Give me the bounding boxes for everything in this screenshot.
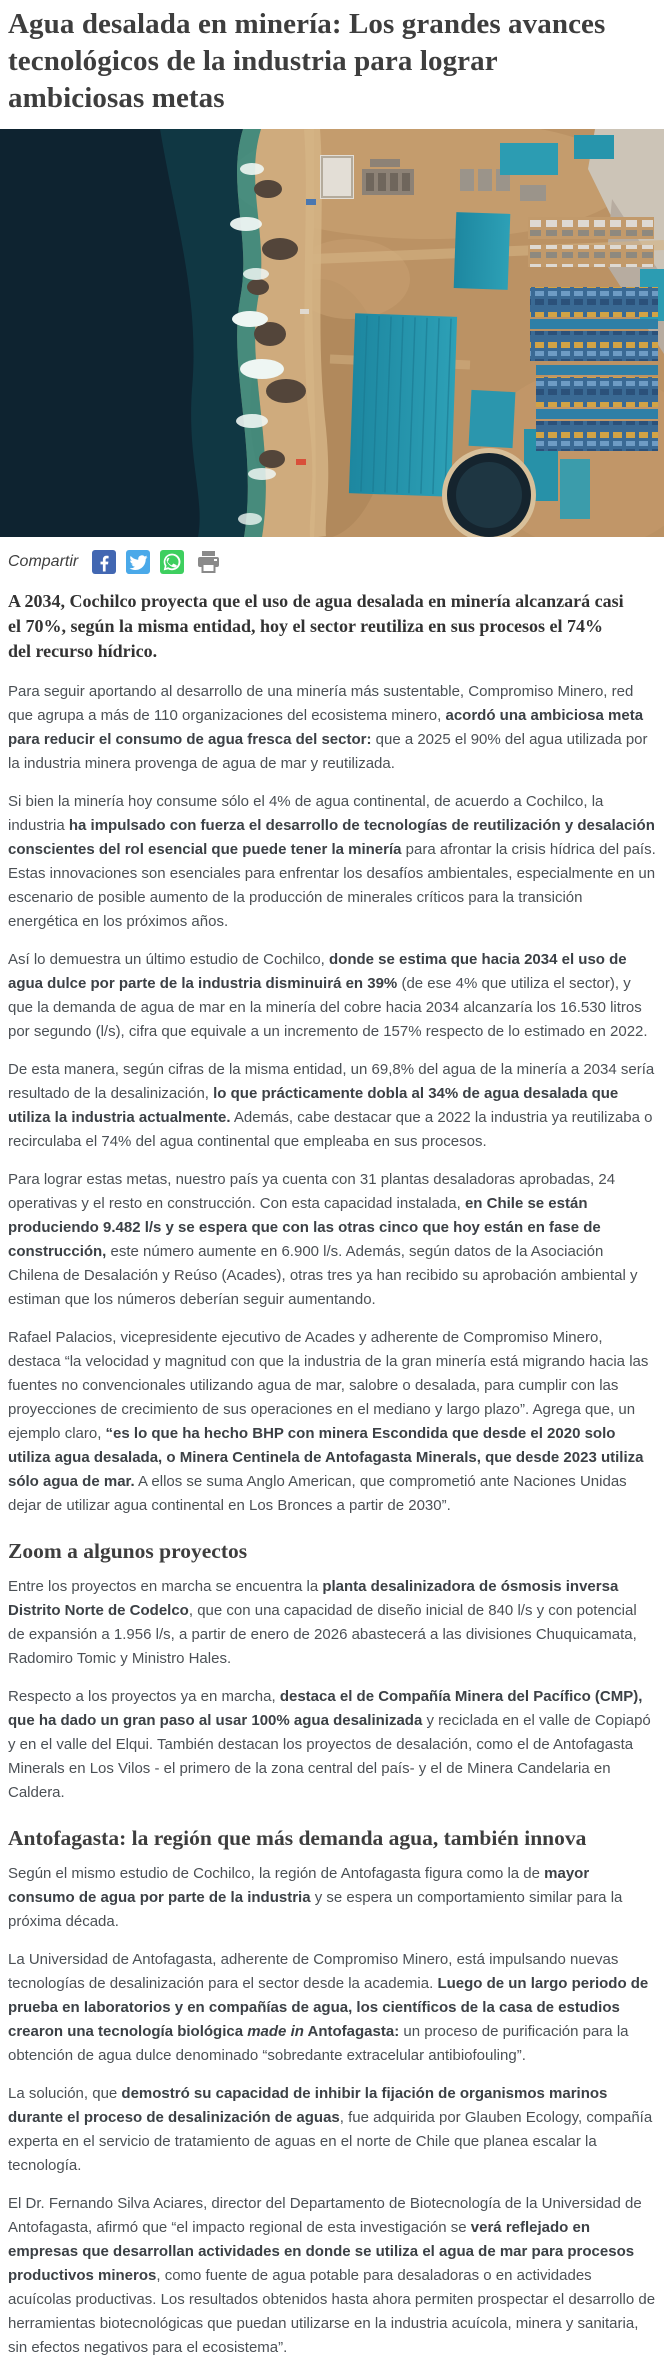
article-lead: A 2034, Cochilco proyecta que el uso de agua desalada en minería alcanzará casi el 70%, según la misma entidad, hoy el sector reutiliza en sus procesos el 74% del recurso hídrico. [8, 591, 624, 662]
article-body [8, 680, 656, 2360]
twitter-share-button[interactable] [126, 550, 150, 574]
article-paragraph [8, 1685, 656, 1805]
text-run: un proceso de purificación para la obtención de agua dulce denominado “sobredante extracelular antibiofouling”. [8, 2023, 629, 2065]
text-run: destaca el de Compañía Minera del Pacífico (CMP), que ha dado un gran paso al usar 100% agua desalinizada [8, 1688, 643, 1730]
text-run: que a 2025 el 90% del agua utilizada por la industria minera provenga de agua de mar y reutilizada. [8, 731, 648, 773]
text-run: made in [247, 2023, 304, 2041]
text-run: demostró su capacidad de inhibir la fijación de organismos marinos durante el proceso de desalinización de aguas [8, 2085, 608, 2127]
section-heading: Antofagasta: la región que más demanda agua, también innova [8, 1826, 587, 1851]
text-run: este número aumente en 6.900 l/s. Además, según datos de la Asociación Chilena de Desalación y Reúso (Acades), otras tres ya han recibido su aprobación ambiental y estiman que los números deberían seguir aumentando. [8, 1243, 638, 1309]
article-hero-image [0, 129, 664, 537]
text-run: De esta manera, según cifras de la misma entidad, un 69,8% del agua de la minería a 2034 sería resultado de la desalinización, [8, 1061, 655, 1103]
article-paragraph [8, 1862, 656, 1934]
text-run: , fue adquirida por Glauben Ecology, compañía experta en el servicio de tratamiento de aguas en el norte de Chile que planea escalar la tecnología. [8, 2109, 653, 2175]
text-run: lo que prácticamente dobla al 34% de agua desalada que utiliza la industria actualmente. [8, 1085, 619, 1127]
text-run: Para seguir aportando al desarrollo de una minería más sustentable, Compromiso Minero, red que agrupa a más de 110 organizaciones del ecosistema minero, [8, 683, 634, 725]
section-heading: Zoom a algunos proyectos [8, 1539, 248, 1564]
text-run: Antofagasta: [303, 2023, 400, 2041]
article-paragraph [8, 680, 656, 776]
hero-photo-svg [0, 129, 664, 537]
page-title: Agua desalada en minería: Los grandes avances tecnológicos de la industria para lograr ambiciosas metas [8, 8, 606, 115]
print-button[interactable] [194, 549, 222, 575]
text-run: “es lo que ha hecho BHP con minera Escondida que desde el 2020 solo utiliza agua desalada, o Minera Centinela de Antofagasta Minerals, que desde 2023 utiliza sólo agua de mar. [8, 1425, 644, 1491]
text-run: Así lo demuestra un último estudio de Cochilco, [8, 951, 329, 969]
share-label: Compartir [8, 553, 79, 571]
text-run: ha impulsado con fuerza el desarrollo de tecnologías de reutilización y desalación conscientes del rol esencial que puede tener la minería [8, 817, 655, 859]
text-run: Además, cabe destacar que a 2022 la industria ya reutilizaba o recirculaba el 74% del agua continental que empleaba en sus procesos. [8, 1109, 653, 1151]
text-run: La Universidad de Antofagasta, adherente de Compromiso Minero, está impulsando nuevas tecnologías de desalinización para el sector desde la academia. [8, 1951, 619, 1993]
text-run: , como fuente de agua potable para desaladoras o en actividades acuícolas productivas. Los resultados obtenidos hasta ahora permiten prospectar el desarrollo de herramientas biotecnológicas que puedan utilizarse en la industria acuícola, minera y sanitaria, sin efectos negativos para el ecosistema”. [8, 2267, 656, 2357]
text-run: donde se estima que hacia 2034 el uso de agua dulce por parte de la industria disminuirá en 39% [8, 951, 627, 993]
twitter-icon [126, 550, 150, 574]
article-paragraph [8, 2082, 656, 2178]
text-run: planta desalinizadora de ósmosis inversa Distrito Norte de Codelco [8, 1578, 619, 1620]
text-run: mayor consumo de agua por parte de la industria [8, 1865, 590, 1907]
article-paragraph [8, 790, 656, 934]
text-run: Luego de un largo periodo de prueba en laboratorios y en compañías de agua, los científicos de la casa de estudios crearon una tecnología biológica [8, 1975, 649, 2041]
facebook-icon [92, 550, 116, 574]
article-paragraph [8, 948, 656, 1044]
text-run: verá reflejado en empresas que desarrollan actividades en donde se utiliza el agua de mar para procesos productivos mineros [8, 2219, 635, 2285]
text-run: en Chile se están produciendo 9.482 l/s y se espera que con las otras cinco que hoy están en fase de construcción, [8, 1195, 601, 1261]
share-row [8, 549, 656, 575]
text-run: y se espera un comportamiento similar para la próxima década. [8, 1889, 623, 1931]
text-run: Según el mismo estudio de Cochilco, la región de Antofagasta figura como la de [8, 1865, 545, 1883]
text-run: A ellos se suma Anglo American, que comprometió ante Naciones Unidas dejar de utilizar agua continental en Los Bronces a partir de 2030”. [8, 1473, 627, 1515]
article-paragraph [8, 2192, 656, 2360]
article-paragraph [8, 1058, 656, 1154]
whatsapp-icon [160, 550, 184, 574]
text-run: acordó una ambiciosa meta para reducir el consumo de agua fresca del sector: [8, 707, 644, 749]
text-run: y reciclada en el valle de Copiapó y en el valle del Elqui. También destacan los proyectos de desalación, como el de Antofagasta Minerals en Los Vilos - el primero de la zona central del país- y el de Minera Candelaria en Caldera. [8, 1712, 651, 1802]
whatsapp-share-button[interactable] [160, 550, 184, 574]
printer-icon [195, 549, 222, 575]
article-paragraph [8, 1948, 656, 2068]
text-run: , que con una capacidad de diseño inicial de 840 l/s y con potencial de expansión a 1.956 l/s, a partir de enero de 2026 abastecerá a las divisiones Chuquicamata, Radomiro Tomic y Ministro Hales. [8, 1602, 637, 1668]
text-run: La solución, que [8, 2085, 122, 2103]
article-paragraph [8, 1326, 656, 1518]
text-run: Para lograr estas metas, nuestro país ya cuenta con 31 plantas desaladoras aprobadas, 24 operativas y el resto en construcción. Con esta capacidad instalada, [8, 1171, 616, 1213]
text-run: El Dr. Fernando Silva Aciares, director del Departamento de Biotecnología de la Universidad de Antofagasta, afirmó que “el impacto regional de esta investigación se [8, 2195, 642, 2237]
text-run: Rafael Palacios, vicepresidente ejecutivo de Acades y adherente de Compromiso Minero, destaca “la velocidad y magnitud con que la industria de la gran minería está migrando hacia las fuentes no convencionales utilizando agua de mar, salobre o desalada, para cumplir con las proyecciones de crecimiento de sus operaciones en el mediano y largo plazo”. Agrega que, un ejemplo claro, [8, 1329, 649, 1443]
text-run: para afrontar la crisis hídrica del país. Estas innovaciones son esenciales para enfrentar los desafíos ambientales, especialmente en un escenario de posible aumento de la producción de minerales críticos para la transición energética en los próximos años. [8, 841, 656, 931]
facebook-share-button[interactable] [92, 550, 116, 574]
text-run: (de ese 4% que utiliza el sector), y que la demanda de agua de mar en la minería del cobre hacia 2034 alcanzaría los 16.530 litros por segundo (l/s), cifra que equivale a un incremento de 157% respecto de lo estimado en 2022. [8, 975, 648, 1041]
article-paragraph [8, 1575, 656, 1671]
text-run: Entre los proyectos en marcha se encuentra la [8, 1578, 323, 1596]
text-run: Respecto a los proyectos ya en marcha, [8, 1688, 280, 1706]
text-run: Si bien la minería hoy consume sólo el 4% de agua continental, de acuerdo a Cochilco, la industria [8, 793, 604, 835]
article-paragraph [8, 1168, 656, 1312]
